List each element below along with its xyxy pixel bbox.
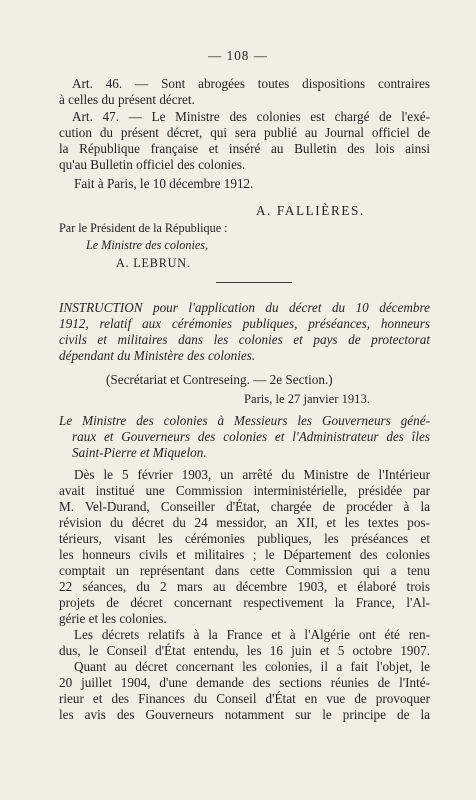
signatory: A. FALLIÈRES. [256,203,365,218]
paragraph-line: les avis des Gouverneurs notamment sur le principe de la [59,707,430,722]
dateline: Fait à Paris, le 10 décembre 1912. [74,176,254,191]
article-47-line: qu'au Bulletin officiel des colonies. [59,157,246,172]
minister-name: A. LEBRUN. [116,256,191,270]
article-46-line: à celles du présent décret. [59,92,195,107]
minister-title: Le Ministre des colonies, [86,238,209,252]
paragraph-line: révision du décret du 24 messidor, an XII, et les textes pos- [59,515,430,530]
article-47-line: Art. 47. — Le Ministre des colonies est chargé de l'exé- [72,109,430,124]
paragraph-line: térieurs, visant les cérémonies publiques, les préséances et [59,531,430,546]
paragraph-line: gérie et les colonies. [59,611,167,626]
paragraph-line: Dès le 5 février 1903, un arrêté du Ministre de l'Intérieur [74,467,430,482]
paragraph-line: Quant au décret concernant les colonies, il a fait l'objet, le [74,659,430,674]
paragraph-line: comptait un représentant dans cette Commission qui a tenu [59,563,430,578]
instruction-date: Paris, le 27 janvier 1913. [244,392,370,406]
address-line: raux et Gouverneurs des colonies et l'Administrateur des îles [72,429,430,444]
paragraph-line: Les décrets relatifs à la France et à l'Algérie ont été ren- [74,627,430,642]
address-line: Le Ministre des colonies à Messieurs les Gouverneurs géné- [59,413,430,428]
paragraph-line: projets de décret concernant respectivement la France, l'Al- [59,595,430,610]
paragraph-line: 20 juillet 1904, d'une demande des sections réunies de l'Inté- [59,675,430,690]
instruction-title-line: 1912, relatif aux cérémonies publiques, préséances, honneurs [59,316,430,331]
paragraph-line: les honneurs civils et militaires ; le Département des colonies [59,547,430,562]
instruction-title-line: civils et militaires dans les colonies et pays de protectorat [59,332,430,347]
paragraph-line: rieur et des Finances du Conseil d'État en vue de provoquer [59,691,430,706]
instruction-title-line: dépendant du Ministère des colonies. [59,348,256,363]
paragraph-line: 22 séances, du 2 mars au décembre 1903, et élaboré trois [59,579,430,594]
paragraph-line: dus, le Conseil d'État entendu, les 16 juin et 5 octobre 1907. [59,643,430,658]
instruction-title-line: INSTRUCTION pour l'application du décret du 10 décembre [59,300,430,315]
article-47-line: cution du présent décret, qui sera publié au Journal officiel de [59,125,430,140]
separator-rule [216,282,292,283]
paragraph-line: M. Vel-Durand, Conseiller d'État, chargée de procéder à la [59,499,430,514]
by-president: Par le Président de la République : [59,221,228,235]
section-label: (Secrétariat et Contreseing. — 2e Section.) [106,372,333,387]
paragraph-line: avait institué une Commission interministérielle, présidée par [59,483,430,498]
article-46-line: Art. 46. — Sont abrogées toutes dispositions contraires [72,76,430,91]
page-number: — 108 — [208,48,268,63]
article-47-line: la République française et inséré au Bulletin des lois ainsi [59,141,430,156]
address-line: Saint-Pierre et Miquelon. [72,445,207,460]
